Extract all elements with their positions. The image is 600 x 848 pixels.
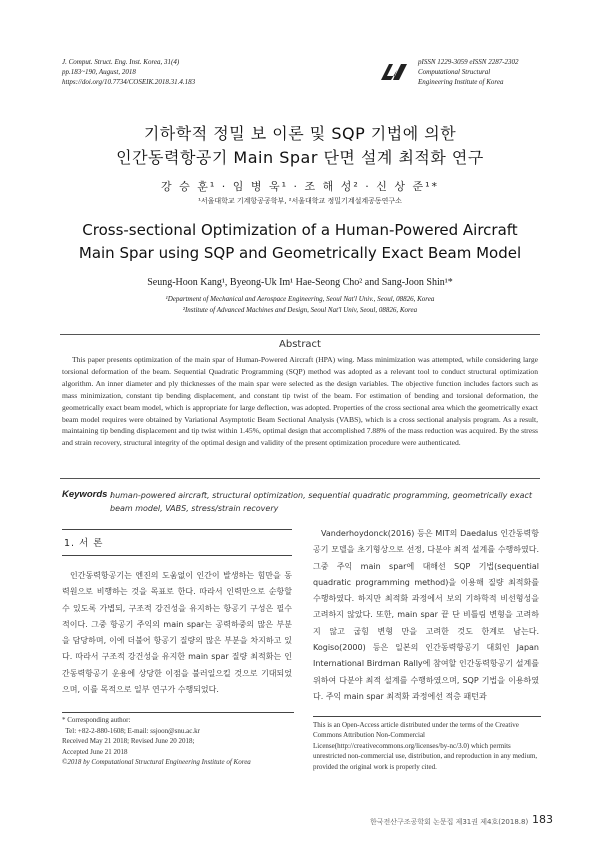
- footnote-copyright: ©2018 by Computational Structural Engineering Institute of Korea: [62, 758, 251, 767]
- society-line-2: Engineering Institute of Korea: [418, 78, 504, 86]
- footnote-rule-right: [313, 716, 541, 717]
- footnote-license: This is an Open-Access article distributed under the terms of the Creative Commons Attribution Non-Commercial License(http://creativecommons.org/licenses/by-nc/3.0) which permits unrestricted non-commercial use, distribution, and reproduction in any medium, provided the original work is properly cited.: [313, 721, 538, 771]
- journal-line-2: pp.183~190, August, 2018: [62, 68, 136, 76]
- abstract-text: This paper presents optimization of the main spar of Human-Powered Aircraft (HPA) wing. Mass minimization was attempted, while considering large torsional deformation of the beam. Sequential Quadratic Programming (SQP) method was adopted as a relevant tool to conduct structural optimization algorithm. An inner diameter and ply thicknesses of the main spar were selected as the design variables. The objective function includes factors such as mass minimization, constant tip bending displacement, and constant tip twist of the beam. For estimation of bending and torsional deformation, the geometrically exact beam model, which is appropriate for large deflection, was adopted. Properties of the cross sectional area which the geometrically exact beam model requires were obtained by Variational Asymptotic Beam Sectional Analysis (VABS), which is a cross sectional analysis program. As a result, maintaining tip bending displacement and tip twist within 1.45%, optimal design that accomplished 7.88% of the mass reduction was acquired. By the stress and strain recovery, structural integrity of the optimal design and validity of the present optimization procedure were authenticated.: [62, 355, 538, 448]
- keywords-label: Keywords :: [62, 489, 114, 500]
- issn: pISSN 1229-3059 eISSN 2287-2302: [418, 58, 519, 66]
- abstract-top-rule: [60, 334, 540, 335]
- body-text-right-column: Vanderhoydonck(2016) 등은 MIT의 Daedalus 인간동력항공기 모델을 초기형상으로 선정, 다분야 최적 설계를 수행하였다. 그중 주익 main spar에 대해선 SQP 기법(sequential quadratic programming method)을 이용해 질량 최적화를 수행하였다. 하지만 최적화 과정에서 보의 기하학적 비선형성을 고려하지 않았다. 또한, main spar 끝 단 비틀림 변형을 고려하지 않고 굽힘 변형 만을 고려한 것도 한계로 남는다. Kogiso(2000) 등은 일본의 인간동력항공기 대회인 Japan International Birdman Rally에 참여할 인간동력항공기 설계를 위하여 다분야 최적 설계를 수행하였으며, SQP 기법을 이용하였다. 주익 main spar 최적화 과정에선 적층 패턴과: [313, 529, 539, 701]
- footnote-rule-left: [62, 712, 294, 713]
- society-line-1: Computational Structural: [418, 68, 491, 76]
- journal-issn-block: [418, 57, 519, 87]
- footnote-correspondence: [62, 715, 294, 768]
- affiliation-korean: ¹서울대학교 기계항공공학부, ²서울대학교 정밀기계설계공동연구소: [198, 197, 402, 205]
- journal-line-1: J. Comput. Struct. Eng. Inst. Korea, 31(4): [62, 58, 180, 66]
- authors-english: Seung-Hoon Kang¹, Byeong-Uk Im¹ Hae-Seong Cho² and Sang-Joon Shin¹*: [147, 277, 453, 288]
- authors-korean: 강 승 훈¹ · 임 병 욱¹ · 조 해 성² · 신 상 준¹*: [160, 180, 440, 193]
- abstract-heading: Abstract: [279, 339, 321, 350]
- title-english-line-1: Cross-sectional Optimization of a Human-Powered Aircraft: [82, 221, 518, 239]
- doi-link[interactable]: https://doi.org/10.7734/COSEIK.2018.31.4.183: [62, 78, 196, 86]
- footnote-corresponding-author: * Corresponding author:: [62, 716, 131, 724]
- section-top-rule: [62, 529, 292, 530]
- keywords-text: human-powered aircraft, structural optimization, sequential quadratic programming, geometrically exact beam model, VABS, stress/strain recovery: [110, 491, 533, 513]
- coseik-logo-icon: [379, 62, 409, 82]
- footer-journal-info: 한국전산구조공학회 논문집 제31권 제4호(2018.8): [370, 818, 529, 826]
- journal-citation: [62, 57, 195, 87]
- footnote-accepted: Accepted June 21 2018: [62, 747, 128, 756]
- affiliation-english-2: ²Institute of Advanced Machines and Design, Seoul Nat'l Univ, Seoul, 08826, Korea: [182, 306, 418, 314]
- title-english-line-2: Main Spar using SQP and Geometrically Exact Beam Model: [78, 244, 522, 262]
- affiliation-english-1: ¹Department of Mechanical and Aerospace Engineering, Seoul Nat'l Univ., Seoul, 08826, Korea: [165, 295, 435, 303]
- title-korean-line-2: 인간동력항공기 Main Spar 단면 설계 최적화 연구: [116, 148, 484, 167]
- abstract-bottom-rule: [60, 478, 540, 479]
- footnote-contact: Tel: +82-2-880-1608; E-mail: ssjoon@snu.ac.kr: [62, 726, 200, 735]
- page-number: 183: [532, 813, 553, 826]
- title-korean-line-1: 기하학적 정밀 보 이론 및 SQP 기법에 의한: [143, 124, 457, 143]
- section-bottom-rule: [62, 555, 292, 556]
- footnote-received: Received May 21 2018; Revised June 20 2018;: [62, 737, 195, 746]
- section-heading-introduction: 1. 서 론: [64, 538, 104, 549]
- body-text-left-column: 인간동력항공기는 엔진의 도움없이 인간이 발생하는 힘만을 동력원으로 비행하는 것을 목표로 한다. 따라서 인력만으로 순항할 수 있도록 가볍되, 구조적 강건성을 유지하는 항공기 구성은 필수적이다. 그중 항공기 주익의 main spar는 공력하중의 많은 부분을 담당하며, 이에 더불어 항공기 질량의 많은 부분을 차지하고 있다. 따라서 구조적 강건성을 유지한 main spar 질량 최적화는 인간동력항공기 운용에 상당한 이점을 불러일으킬 것으로 기대되었으며, 이를 목적으로 일부 연구가 수행되었다.: [62, 571, 292, 695]
